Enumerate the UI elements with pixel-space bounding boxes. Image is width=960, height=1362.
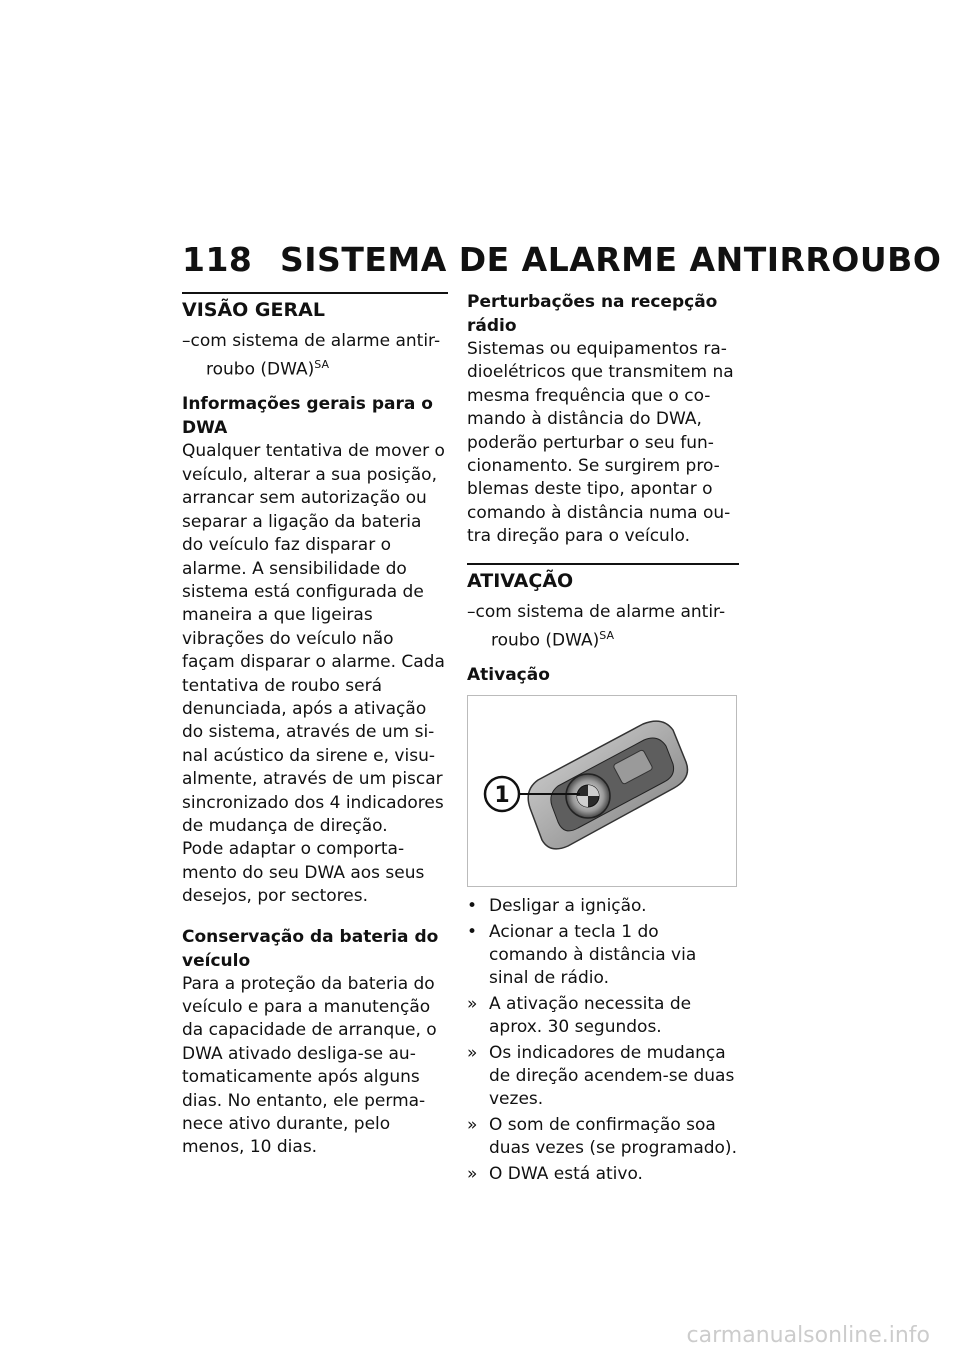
page-title: SISTEMA DE ALARME ANTIRROUBO	[280, 240, 942, 279]
watermark-text: carmanualsonline.info	[686, 1323, 930, 1348]
condition-note: –com sistema de alarme antir-roubo (DWA)$^{SA}$	[182, 331, 441, 381]
callout-number: 1	[494, 783, 510, 809]
paragraph: Para a proteção da bateria do veículo e para a manutenção da capacidade de arranque, o DWA ativado desliga-se au-tomaticamente após alguns dias. No entanto, ele perma-nece ativo durante, pelo menos, 10 dias.	[182, 973, 437, 1158]
paragraph: Sistemas ou equipamentos ra-dioelétricos que transmitem na mesma frequência que o co-mando à distância do DWA, poderão perturbar o seu fun-cionamento. Se surgirem pro-blemas deste tipo, apontar o comando à distância numa ou-tra direção para o veículo.	[467, 339, 734, 547]
section-title-visao-geral: VISÃO GERAL	[182, 299, 325, 321]
subsection-title-ativacao: Ativação	[467, 665, 550, 686]
left-column	[182, 292, 448, 1160]
list-item: » A ativação necessita de aprox. 30 segundos.	[467, 993, 692, 1038]
section-rule	[182, 292, 448, 294]
paragraph: Pode adaptar o comporta-mento do seu DWA aos seus desejos, por sectores.	[182, 839, 425, 907]
list-item: • Desligar a ignição.	[467, 896, 647, 917]
condition-note: –com sistema de alarme antir-roubo (DWA)$^{SA}$	[467, 601, 726, 651]
list-item: » O DWA está ativo.	[467, 1163, 643, 1184]
subsection-title-perturbacoes: Perturbações na recepção rádio	[467, 292, 718, 336]
activation-steps	[467, 895, 739, 1186]
section-rule	[467, 563, 739, 565]
remote-key-figure	[467, 695, 737, 887]
list-item: • Acionar a tecla 1 do comando à distância via sinal de rádio.	[467, 921, 697, 989]
list-item: » Os indicadores de mudança de direção acendem-se duas vezes.	[467, 1042, 735, 1110]
right-column	[467, 290, 739, 1188]
list-item: » O som de confirmação soa duas vezes (se programado).	[467, 1114, 737, 1159]
page-header	[182, 240, 941, 279]
subsection-title-conservacao: Conservação da bateria do veículo	[182, 926, 439, 971]
section-title-ativacao: ATIVAÇÃO	[467, 569, 574, 592]
page-number: 118	[182, 240, 253, 279]
remote-key-illustration	[468, 696, 736, 886]
subsection-title-informacoes: Informações gerais para o DWA	[182, 394, 433, 439]
paragraph: Qualquer tentativa de mover o veículo, alterar a sua posição, arrancar sem autorização ou separar a ligação da bateria do veículo faz disparar o alarme. A sensibilidade do sistema está configurada de maneira a que ligeiras vibrações do veículo não façam disparar o alarme. Cada tentativa de roubo será denunciada, após a ativação do sistema, através de um si-nal acústico da sirene e, visu-almente, através de um piscar sincronizado dos 4 indicadores de mudança de direção.	[182, 441, 445, 836]
